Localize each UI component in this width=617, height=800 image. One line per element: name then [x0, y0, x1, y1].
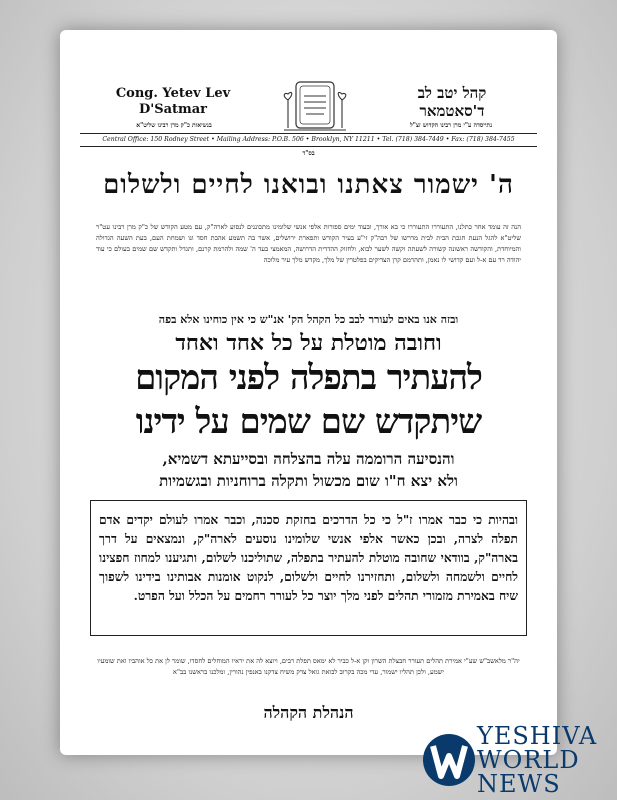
- watermark-line2: WORLD: [477, 746, 580, 774]
- boxed-notice-text: ובהיות כי כבר אמרו ז"ל כי כל הדרכים בחזקת סכנה, וכבר אמרו לעולם יקדים אדם תפלה לצרה, ובכן כאשר אלפי אנשי שלומינו נוסעים לארה"ק, ונמצאים על דרך בארה"ק, בוודאי שחובה מוטלת להעתיר בתפלה, שתוליכנו לשלום, ותגיענו למחוז חפצינו לחיים ולשמחה ולשלום, ותחזירנו לחיים ולשלום, לנקוט אומנות אבותינו בידינו לשפוך שיח באמירת מזמורי תהלים לפני מלך יוצר כל לעורר רחמים על הכלל ועל הפרט.: [99, 513, 518, 603]
- opening-paragraph: הנה זה עומד אחר כתלנו, התעוררו התעוררו כי בא אורך, ובעוד ימים ספורות אלפי אנשי שלומינו מתכוננים לנסוע לארה"ק, עם מטע הקודש של כ"ק מרן רבינו עט"ר שליט"א להגל הנעת חגכת הבית לבית מדרשו של רבה"ק זי"ע בעיר הקודש ותפארת ירושלים, אשר בה תשמע אהבת חסד ונו ושמחת העם, בעת השעה הגדולה והמיוחדת, והקודשה ראשונה קשורה לשעתה וקשה לשער לבוא, ולחזוק ההדדית הדרושה, המאמצי בעד ה' שמה ולהרמת קרנם, ותגדל ותקדש שם שמים בעולם כי עוד יהודה רד עם א-ל ועם קדושי לו נאמן, ותהרמם קרן הצדיקים בפלטרין של מלך, מקדש מלך עיר מלוכה: [96, 223, 521, 264]
- english-congregation-name: [108, 86, 238, 118]
- boxed-notice: [90, 500, 527, 636]
- address-line: Central Office: 150 Rodney Street • Mailing Address: P.O.B. 506 • Brooklyn, NY 11211 • Tel. (718) 384-7449 • Fax: (718) 384-7455: [102, 136, 515, 143]
- ywn-logo-icon: [421, 724, 477, 796]
- english-name-line1: Cong. Yetev Lev: [115, 86, 231, 101]
- yeshiva-world-news-watermark: [421, 722, 617, 800]
- congregation-seal-icon: [282, 78, 348, 132]
- english-side-subtitle: בנשיאות כ"ק מרן רבינו שליט"א: [136, 122, 212, 129]
- hebrew-side-subtitle: נתייסדה ע"י מרן רבינו הקדוש זצ"ל: [409, 122, 493, 129]
- document-title: ה' ישמור צאתנו ובואנו לחיים ולשלום: [103, 170, 514, 200]
- header-rule-top: [80, 133, 537, 134]
- english-name-line2: D'Satmar: [138, 102, 208, 117]
- hebrew-congregation-name: [387, 84, 517, 120]
- document-page: [60, 30, 557, 755]
- main-heading-line2: שיתקדש שם שמים על ידינו: [135, 402, 482, 442]
- hebrew-name-line2: ד'סאטמאר: [419, 102, 485, 120]
- watermark-line1: YESHIVA: [477, 722, 598, 750]
- intro-line: ובזה אנו באים לעורר לבב כל הקהל הק' אנ"ש כי אין כוחינו אלא בפה: [158, 313, 459, 326]
- signature: הנהלת הקהלה: [263, 703, 354, 722]
- subheading-line2: ולא יצא ח"ו שום מכשול ותקלה ברוחניות ובגשמיות: [159, 472, 458, 490]
- closing-paragraph: יה"ר מלאשב"ש שע"י אמירת תהלים תעורר חבצלת השרון וקן א-ל כביר לא ימאס תפלת רבים, ויוצא לה את יראיו המוחלים לחסדו, שומר לן את כל אוהביו ואת שומעיו ישמע, ולכן תהליו ישמור, עדי מכה בקרוב לבואת גואל צדק משיח צדקנו באנפין נהורין, ומלכנו בראשנו בב"א: [97, 657, 520, 676]
- watermark-text: [477, 724, 597, 796]
- duty-heading: וחובה מוטלת על כל אחד ואחד: [175, 330, 442, 356]
- bsd-mark: בס"ד: [302, 150, 315, 157]
- main-heading-line1: להעתיר בתפלה לפני המקום: [135, 358, 482, 398]
- subheading-line1: והנסיעה הרוממה עלה בהצלחה ובסייעתא דשמיא,: [162, 450, 455, 468]
- watermark-line3: NEWS: [477, 770, 561, 798]
- header-rule-bottom: [80, 146, 537, 147]
- hebrew-name-line1: קהל יטב לב: [417, 84, 487, 102]
